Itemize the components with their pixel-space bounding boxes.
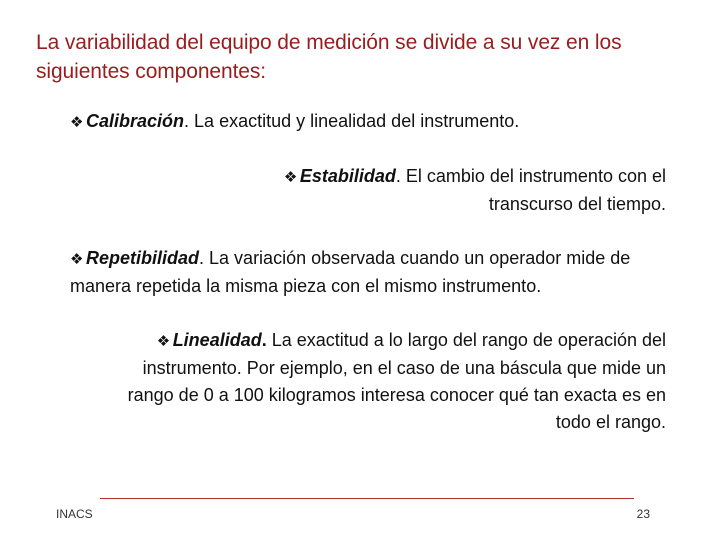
bullet-term: Calibración bbox=[86, 111, 185, 131]
bullet-text: El cambio del instrumento con el transcurso del tiempo. bbox=[400, 166, 666, 214]
bullet-text: La exactitud a lo largo del rango de operación del instrumento. Por ejemplo, en el caso de una báscula que mide un rango de 0 a 100 kilogramos interesa conocer qué tan exacta es en todo el rango. bbox=[127, 330, 666, 432]
bullet-list bbox=[70, 108, 666, 463]
bullet-punct: . bbox=[199, 248, 205, 268]
diamond-bullet-icon: ❖ bbox=[283, 169, 298, 186]
footer-divider bbox=[100, 498, 634, 499]
bullet-punct: . bbox=[184, 111, 190, 131]
bullet-punct: . bbox=[261, 330, 267, 350]
footer-organization: INACS bbox=[56, 507, 93, 521]
bullet-linealidad bbox=[70, 327, 666, 436]
bullet-text: La variación observada cuando un operador mide de manera repetida la misma pieza con el mismo instrumento. bbox=[70, 248, 631, 296]
diamond-bullet-icon: ❖ bbox=[70, 251, 84, 268]
bullet-text: La exactitud y linealidad del instrumento. bbox=[189, 111, 520, 131]
bullet-calibracion bbox=[70, 108, 666, 136]
diamond-bullet-icon: ❖ bbox=[156, 333, 171, 350]
bullet-term: Estabilidad bbox=[299, 166, 396, 186]
bullet-term: Repetibilidad bbox=[86, 248, 200, 268]
slide-title: La variabilidad del equipo de medición se divide a su vez en los siguientes componentes: bbox=[36, 31, 622, 83]
page-number: 23 bbox=[636, 507, 650, 521]
diamond-bullet-icon: ❖ bbox=[70, 114, 84, 131]
bullet-punct: . bbox=[395, 166, 401, 186]
bullet-repetibilidad bbox=[70, 245, 666, 300]
bullet-estabilidad bbox=[70, 163, 666, 218]
bullet-term: Linealidad bbox=[172, 330, 262, 350]
